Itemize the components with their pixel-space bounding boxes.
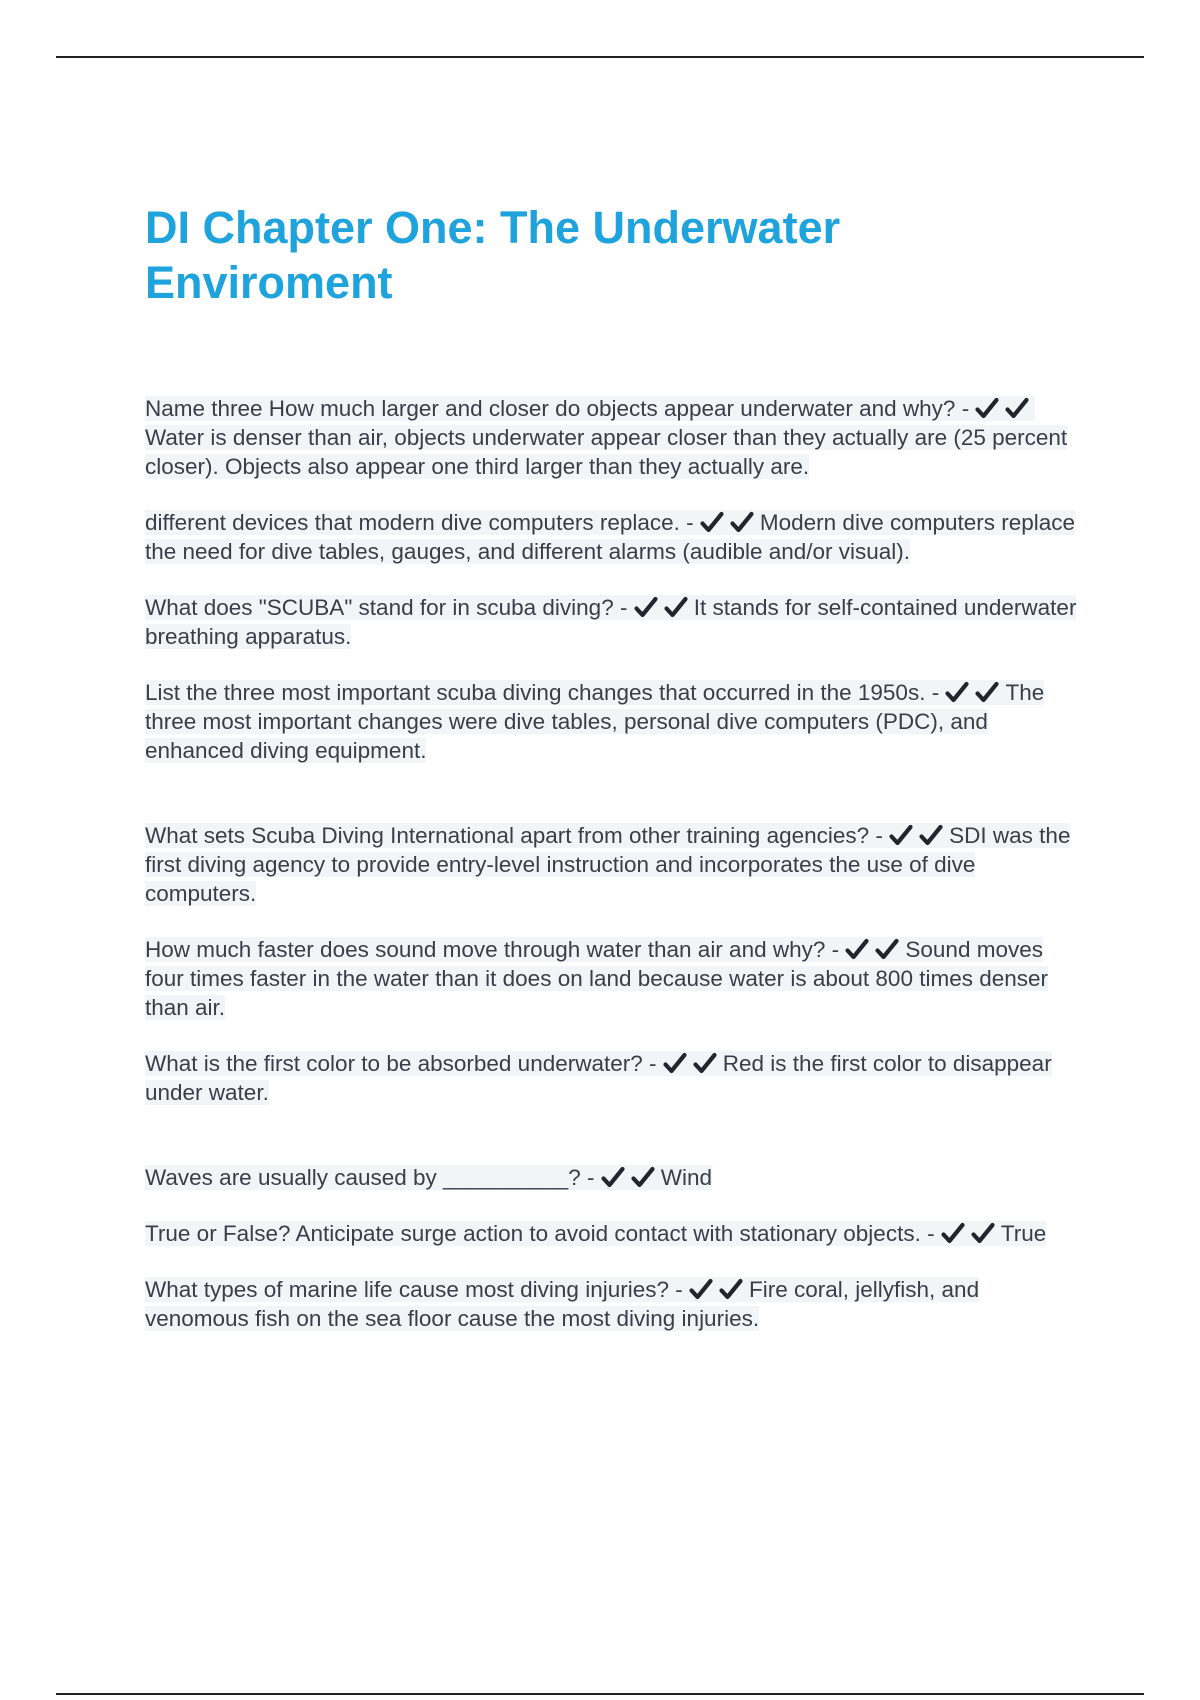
qa-answer: SDI was the first diving agency to provide entry-level instruction and incorporates the use of dive computers. [145,823,1071,906]
qa-answer: Modern dive computers replace the need for dive tables, gauges, and different alarms (audible and/or visual). [145,510,1076,564]
qa-item [145,935,1085,1022]
qa-item [145,593,1085,651]
qa-item [145,1219,1085,1248]
qa-item [145,678,1085,765]
bottom-rule [56,1693,1144,1695]
qa-question: How much faster does sound move through water than air and why? - [145,937,840,962]
qa-question: Name three How much larger and closer do objects appear underwater and why? - [145,396,970,421]
check-icon [1005,397,1029,419]
qa-question: different devices that modern dive computers replace. - [145,510,694,535]
check-icon [700,511,724,533]
qa-item [145,394,1085,481]
qa-list [145,394,1085,1333]
check-icon [919,824,943,846]
check-icon [719,1278,743,1300]
qa-question: What sets Scuba Diving International apart from other training agencies? - [145,823,883,848]
qa-answer: Sound moves four times faster in the water than it does on land because water is about 800 times denser than air. [145,937,1049,1020]
check-icon [845,938,869,960]
qa-answer: It stands for self-contained underwater breathing apparatus. [145,595,1077,649]
check-icon [634,596,658,618]
qa-item [145,1163,1085,1192]
qa-answer: Water is denser than air, objects underwater appear closer than they actually are (25 percent closer). Objects also appear one third larger than they actually are. [145,425,1068,479]
qa-item [145,821,1085,908]
qa-question: What types of marine life cause most diving injuries? - [145,1277,683,1302]
check-icon [730,511,754,533]
check-icon [975,681,999,703]
check-icon [971,1222,995,1244]
qa-item [145,1275,1085,1333]
check-icon [875,938,899,960]
top-rule [56,56,1144,58]
qa-answer: The three most important changes were dive tables, personal dive computers (PDC), and enhanced diving equipment. [145,680,1045,763]
qa-answer: True [1000,1221,1047,1246]
check-icon [941,1222,965,1244]
check-icon [663,1052,687,1074]
qa-question: List the three most important scuba diving changes that occurred in the 1950s. - [145,680,940,705]
qa-answer: Red is the first color to disappear under water. [145,1051,1052,1105]
qa-answer: Wind [660,1165,712,1190]
check-icon [631,1166,655,1188]
check-icon [975,397,999,419]
qa-question: What does "SCUBA" stand for in scuba diving? - [145,595,628,620]
check-icon [689,1278,713,1300]
qa-question: Waves are usually caused by __________? - [145,1165,595,1190]
qa-item [145,1049,1085,1107]
check-icon [945,681,969,703]
check-icon [889,824,913,846]
check-icon [664,596,688,618]
qa-answer: Fire coral, jellyfish, and venomous fish on the sea floor cause the most diving injuries. [145,1277,980,1331]
qa-question: What is the first color to be absorbed underwater? - [145,1051,657,1076]
qa-item [145,508,1085,566]
qa-question: True or False? Anticipate surge action to avoid contact with stationary objects. - [145,1221,935,1246]
page-title: DI Chapter One: The Underwater Enviroment [145,202,841,308]
check-icon [601,1166,625,1188]
check-icon [693,1052,717,1074]
